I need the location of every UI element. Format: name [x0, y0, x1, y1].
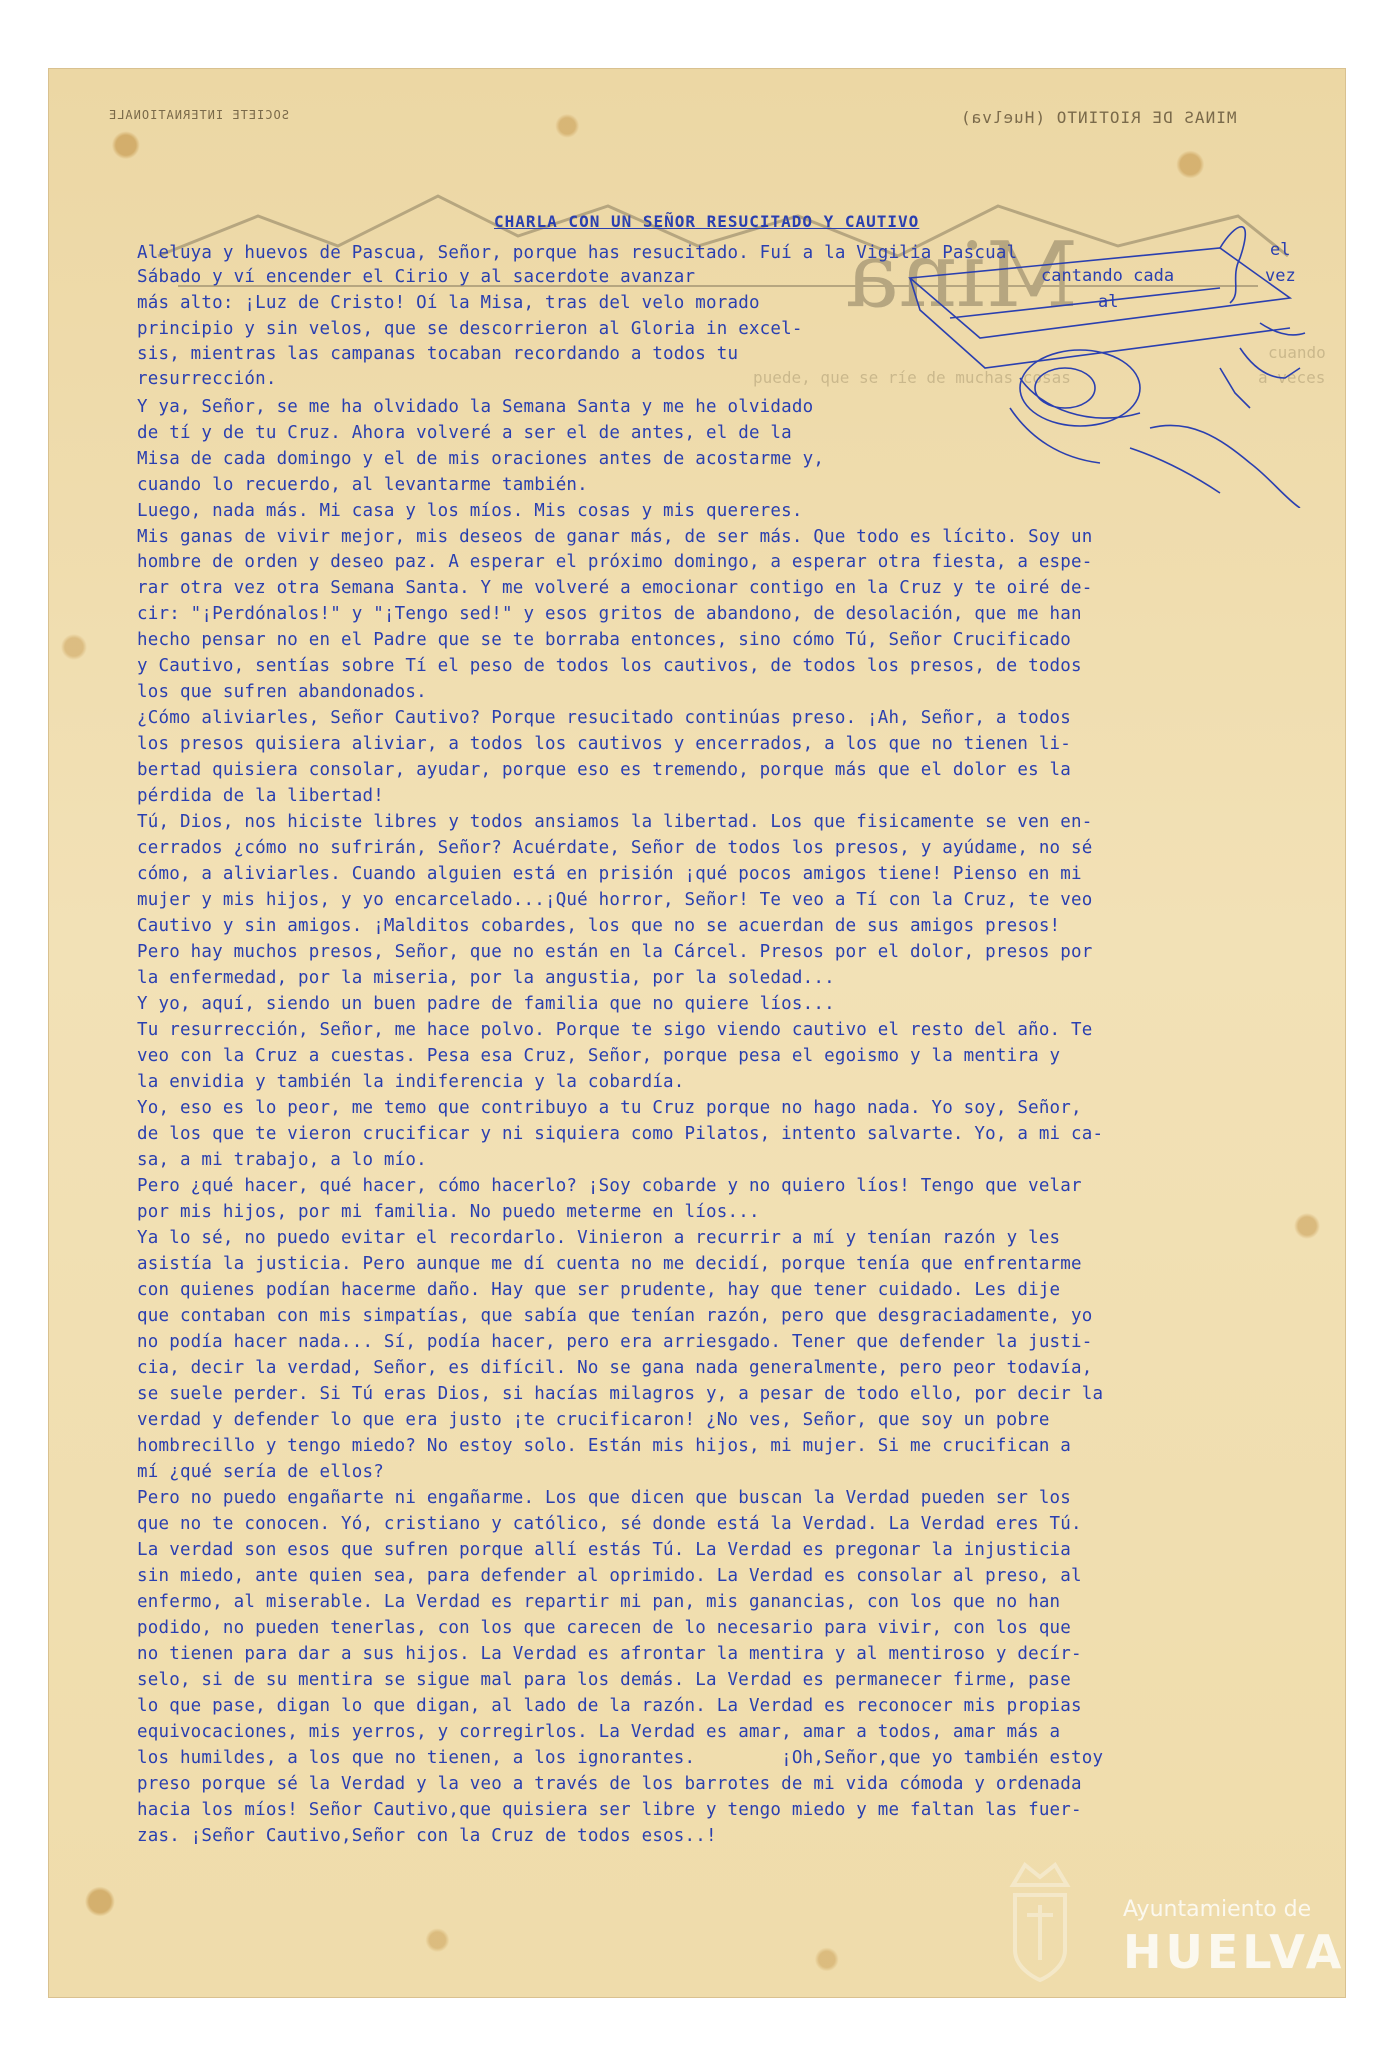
- body-line: Y ya, Señor, se me ha olvidado la Semana Santa y me he olvidado: [137, 397, 814, 417]
- body-line: de los que te vieron crucificar y ni siquiera como Pilatos, intento salvarte. Yo, a mi ca-: [137, 1124, 1104, 1144]
- body-line: principio y sin velos, que se descorrieron al Gloria in excel-: [137, 319, 803, 339]
- body-line: hombrecillo y tengo miedo? No estoy solo. Están mis hijos, mi mujer. Si me crucifican a: [137, 1436, 1072, 1456]
- body-line: hecho pensar no en el Padre que se te borraba entonces, sino cómo Tú, Señor Crucificado: [137, 630, 1072, 650]
- watermark-line-2: HUELVA: [1123, 1925, 1346, 1979]
- body-line: Ya lo sé, no puedo evitar el recordarlo. Vinieron a recurrir a mí y tenían razón y les: [137, 1228, 1061, 1248]
- body-line: los presos quisiera aliviar, a todos los cautivos y encerrados, a los que no tienen li-: [137, 734, 1072, 754]
- letterhead-right-text: MINAS DE RIOTINTO (Huelva): [959, 108, 1236, 127]
- bleed-text-3: a veces: [1258, 368, 1326, 387]
- body-line: Pero hay muchos presos, Señor, que no están en la Cárcel. Presos por el dolor, presos por: [137, 942, 1093, 962]
- body-line: Luego, nada más. Mi casa y los míos. Mis cosas y mis quereres.: [137, 501, 803, 521]
- body-line: Sábado y ví encender el Cirio y al sacerdote avanzar: [137, 267, 696, 287]
- body-line: hombre de orden y deseo paz. A esperar el próximo domingo, a esperar otra fiesta, a espe-: [137, 552, 1093, 572]
- body-line: no tienen para dar a sus hijos. La Verdad es afrontar la mentira y al mentiroso y decír-: [137, 1644, 1082, 1664]
- body-line: no podía hacer nada... Sí, podía hacer, pero era arriesgado. Tener que defender la justi-: [137, 1332, 1093, 1352]
- body-line: asistía la justicia. Pero aunque me dí cuenta no me decidí, porque tenía que enfrentarme: [137, 1254, 1082, 1274]
- document-title: CHARLA CON UN SEÑOR RESUCITADO Y CAUTIVO: [494, 212, 920, 231]
- body-line: selo, si de su mentira se sigue mal para los demás. La Verdad es permanecer firme, pase: [137, 1670, 1072, 1690]
- sketch-note-al: al: [1098, 292, 1119, 312]
- sketch-note-cantando: cantando cada: [1041, 266, 1175, 286]
- coat-of-arms-watermark-icon: [1005, 1855, 1075, 1985]
- body-line: ¿Cómo aliviarles, Señor Cautivo? Porque resucitado continúas preso. ¡Ah, Señor, a todos: [137, 708, 1072, 728]
- svg-text:Mina: Mina: [845, 223, 1078, 328]
- body-line: cuando lo recuerdo, al levantarme también.: [137, 475, 588, 495]
- watermark-line-1: Ayuntamiento de: [1123, 1897, 1312, 1922]
- body-line: Tu resurrección, Señor, me hace polvo. Porque te sigo viendo cautivo el resto del año. Te: [137, 1020, 1093, 1040]
- body-line: Yo, eso es lo peor, me temo que contribuyo a tu Cruz porque no hago nada. Yo soy, Señor,: [137, 1098, 1082, 1118]
- body-line: Y yo, aquí, siendo un buen padre de familia que no quiere líos...: [137, 994, 835, 1014]
- body-line: mujer y mis hijos, y yo encarcelado...¡Qué horror, Señor! Te veo a Tí con la Cruz, te veo: [137, 890, 1093, 910]
- body-line: resurrección.: [137, 369, 277, 389]
- body-line: hacia los míos! Señor Cautivo,que quisiera ser libre y tengo miedo y me faltan las fuer-: [137, 1800, 1082, 1820]
- body-line: Tú, Dios, nos hiciste libres y todos ansiamos la libertad. Los que fisicamente se ven en-: [137, 812, 1093, 832]
- body-line: enfermo, al miserable. La Verdad es repartir mi pan, mis ganancias, con los que no han: [137, 1592, 1061, 1612]
- body-line: rar otra vez otra Semana Santa. Y me volveré a emocionar contigo en la Cruz y te oiré de-: [137, 578, 1093, 598]
- body-line: la envidia y también la indiferencia y la cobardía.: [137, 1072, 685, 1092]
- body-line: La verdad son esos que sufren porque allí estás Tú. La Verdad es pregonar la injusticia: [137, 1540, 1072, 1560]
- body-line: cia, decir la verdad, Señor, es difícil. No se gana nada generalmente, pero peor todavía,: [137, 1358, 1093, 1378]
- body-line: Mis ganas de vivir mejor, mis deseos de ganar más, de ser más. Que todo es lícito. Soy un: [137, 527, 1093, 547]
- body-line: pérdida de la libertad!: [137, 786, 384, 806]
- body-line: veo con la Cruz a cuestas. Pesa esa Cruz, Señor, porque pesa el egoismo y la mentira y: [137, 1046, 1061, 1066]
- sketch-note-el: el: [1270, 240, 1291, 260]
- body-line: bertad quisiera consolar, ayudar, porque eso es tremendo, porque más que el dolor es la: [137, 760, 1072, 780]
- body-line: la enfermedad, por la miseria, por la angustia, por la soledad...: [137, 968, 835, 988]
- body-line: de tí y de tu Cruz. Ahora volveré a ser el de antes, el de la: [137, 423, 792, 443]
- body-line: cir: "¡Perdónalos!" y "¡Tengo sed!" y esos gritos de abandono, de desolación, que me han: [137, 604, 1082, 624]
- sketch-note-vez: vez: [1265, 266, 1296, 286]
- body-line: con quienes podían hacerme daño. Hay que ser prudente, hay que tener cuidado. Les dije: [137, 1280, 1061, 1300]
- body-line: cerrados ¿cómo no sufrirán, Señor? Acuérdate, Señor de todos los presos, y ayúdame, no sé: [137, 838, 1093, 858]
- body-line: y Cautivo, sentías sobre Tí el peso de todos los cautivos, de todos los presos, de todos: [137, 656, 1082, 676]
- body-line: verdad y defender lo que era justo ¡te crucificaron! ¿No ves, Señor, que soy un pobre: [137, 1410, 1050, 1430]
- body-line: que contaban con mis simpatías, que sabía que tenían razón, pero que desgraciadamente, yo: [137, 1306, 1093, 1326]
- body-line: más alto: ¡Luz de Cristo! Oí la Misa, tras del velo morado: [137, 293, 760, 313]
- body-line: lo que pase, digan lo que digan, al lado de la razón. La Verdad es reconocer mis propias: [137, 1696, 1082, 1716]
- body-line: sis, mientras las campanas tocaban recordando a todos tu: [137, 344, 739, 364]
- body-line: cómo, a aliviarles. Cuando alguien está en prisión ¡qué pocos amigos tiene! Pienso en mi: [137, 864, 1082, 884]
- body-line: los que sufren abandonados.: [137, 682, 427, 702]
- body-line: equivocaciones, mis yerros, y corregirlos. La Verdad es amar, amar a todos, amar más a: [137, 1722, 1061, 1742]
- body-line: se suele perder. Si Tú eras Dios, si hacías milagros y, a pesar de todo ello, por decir la: [137, 1384, 1104, 1404]
- body-line: Pero no puedo engañarte ni engañarme. Los que dicen que buscan la Verdad pueden ser los: [137, 1488, 1072, 1508]
- letterhead-left-text: SOCIETE INTERNATIONALE: [108, 108, 289, 122]
- body-line: por mis hijos, por mi familia. No puedo meterme en líos...: [137, 1202, 760, 1222]
- body-line: Pero ¿qué hacer, qué hacer, cómo hacerlo? ¡Soy cobarde y no quiero líos! Tengo que velar: [137, 1176, 1082, 1196]
- body-line: que no te conocen. Yó, cristiano y católico, sé donde está la Verdad. La Verdad eres Tú.: [137, 1514, 1082, 1534]
- body-line: podido, no pueden tenerlas, con los que carecen de lo necesario para vivir, con los que: [137, 1618, 1072, 1638]
- bleed-text-2: puede, que se ríe de muchas cosas: [753, 368, 1071, 387]
- body-line: sa, a mi trabajo, a lo mío.: [137, 1150, 427, 1170]
- body-line: mí ¿qué sería de ellos?: [137, 1462, 384, 1482]
- body-line: preso porque sé la Verdad y la veo a través de los barrotes de mi vida cómoda y ordenada: [137, 1774, 1082, 1794]
- body-line: Aleluya y huevos de Pascua, Señor, porque has resucitado. Fuí a la Vigilia Pascual: [137, 243, 1018, 263]
- body-line: los humildes, a los que no tienen, a los ignorantes. ¡Oh,Señor,que yo también estoy: [137, 1748, 1104, 1768]
- body-line: zas. ¡Señor Cautivo,Señor con la Cruz de todos esos..!: [137, 1826, 717, 1846]
- body-line: Cautivo y sin amigos. ¡Malditos cobardes, los que no se acuerdan de sus amigos presos!: [137, 916, 1061, 936]
- bleed-text-1: cuando: [1268, 343, 1326, 362]
- body-line: Misa de cada domingo y el de mis oraciones antes de acostarme y,: [137, 449, 825, 469]
- body-line: sin miedo, ante quien sea, para defender al oprimido. La Verdad es consolar al preso, al: [137, 1566, 1082, 1586]
